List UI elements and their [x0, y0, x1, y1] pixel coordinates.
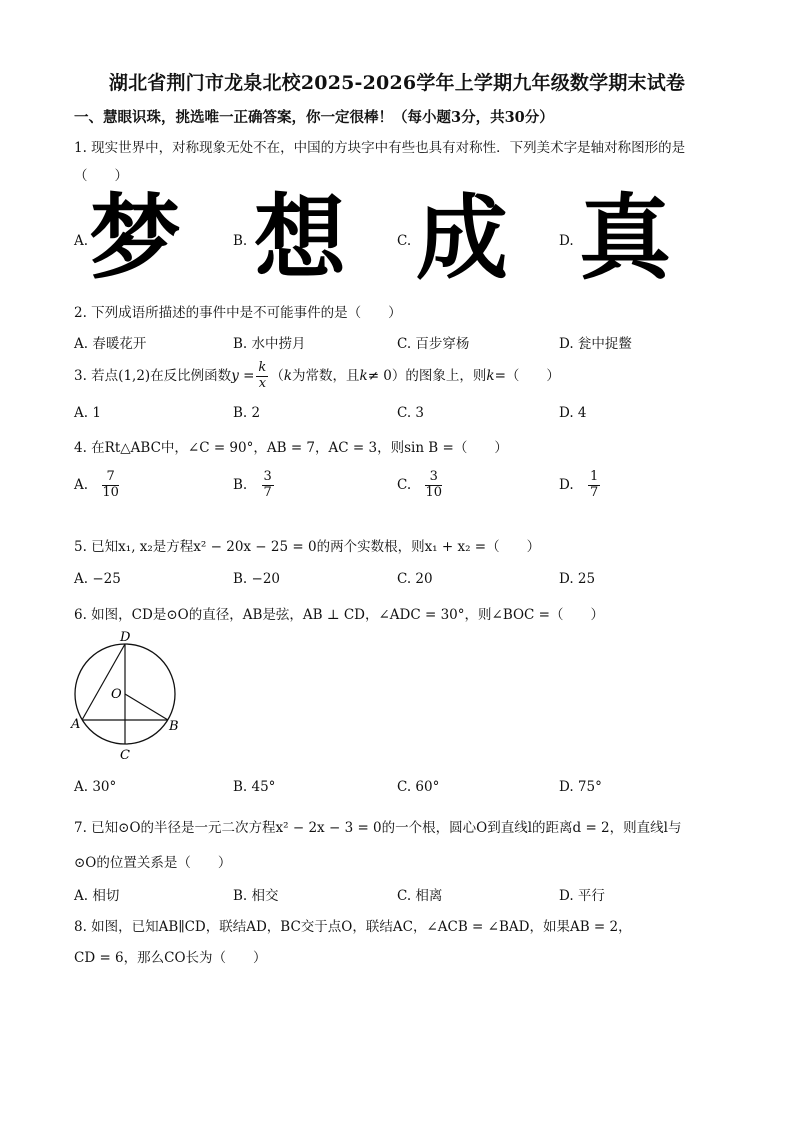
q1-option-b-label: B.: [233, 233, 248, 249]
q5-option-d: D. 25: [559, 571, 596, 587]
q3-stem: [74, 358, 560, 394]
q3-option-b: B. 2: [233, 405, 261, 421]
q8-stem-line2: CD = 6，那么CO长为（ ）: [74, 950, 267, 966]
q4-option-a: [74, 470, 121, 501]
q6-label-o: O: [111, 687, 122, 702]
q3-text-1: 3. 若点: [74, 368, 119, 384]
q6-option-a: A. 30°: [74, 779, 117, 795]
q3-text-3: （: [270, 368, 284, 384]
q4-option-d-num: 1: [589, 469, 599, 484]
q1-option-c-label: C.: [397, 233, 412, 249]
q5-option-c: C. 20: [397, 571, 433, 587]
q3-text-4: 为常数，且: [292, 368, 360, 384]
q3-text-5: ）的图象上，则: [391, 368, 487, 384]
q1-option-a-char: 梦: [89, 185, 182, 292]
q6-stem: 6. 如图，CD是⊙O的直径，AB是弦，AB ⊥ CD，∠ADC = 30°，则∠BOC =（ ）: [74, 607, 604, 623]
q3-k-1: k: [283, 368, 292, 384]
q4-option-b-den: 7: [263, 484, 272, 500]
q3-text-2: 在反比例函数: [150, 368, 232, 384]
q3-func-y: y =: [231, 368, 255, 384]
q6-option-b: B. 45°: [233, 779, 276, 795]
q1-option-b-char: 想: [254, 185, 347, 292]
q4-option-d-den: 7: [589, 484, 599, 500]
q6-label-c: C: [120, 748, 130, 763]
q4-option-a-fraction: [102, 470, 119, 501]
q3-fraction: [256, 361, 268, 392]
q5-stem: 5. 已知x₁, x₂是方程x² − 20x − 25 = 0的两个实数根，则x₁ + x₂ =（ ）: [74, 539, 541, 555]
q6-label-d: D: [120, 630, 131, 645]
q3-option-c: C. 3: [397, 405, 425, 421]
q3-frac-num: k: [258, 360, 267, 376]
q7-option-b: B. 相交: [233, 888, 279, 904]
q7-stem-line1: 7. 已知⊙O的半径是一元二次方程x² − 2x − 3 = 0的一个根，圆心O到直线l的距离d = 2，则直线l与: [74, 820, 682, 836]
q4-option-d-fraction: [588, 470, 600, 501]
q7-stem-line2: ⊙O的位置关系是（ ）: [74, 855, 232, 871]
q6-option-c: C. 60°: [397, 779, 440, 795]
q4-option-a-label: A.: [74, 476, 89, 493]
q4-option-a-den: 10: [102, 484, 119, 500]
q2-option-b: B. 水中捞月: [233, 336, 306, 352]
q3-frac-den: x: [258, 376, 267, 391]
q4-option-c: [397, 470, 444, 501]
q4-option-c-den: 10: [425, 484, 442, 500]
q4-stem: 4. 在Rt△ABC中，∠C = 90°，AB = 7，AC = 3，则sin B =（ ）: [74, 440, 508, 456]
q3-option-a: A. 1: [74, 405, 101, 421]
q4-option-c-fraction: [425, 470, 442, 501]
q4-option-b: [233, 470, 276, 501]
q6-label-a: A: [71, 717, 81, 732]
q6-label-b: B: [169, 719, 179, 734]
q5-option-b: B. −20: [233, 571, 280, 587]
q6-option-d: D. 75°: [559, 779, 602, 795]
q6-line-ob: [125, 694, 168, 720]
q1-option-c-char: 成: [416, 185, 509, 292]
q4-option-b-label: B.: [233, 476, 248, 493]
q3-option-d: D. 4: [559, 405, 587, 421]
q3-neq: ≠ 0: [367, 368, 392, 384]
q7-option-d: D. 平行: [559, 888, 605, 904]
q3-point: (1,2): [118, 368, 151, 384]
q7-option-c: C. 相离: [397, 888, 443, 904]
q1-option-a-label: A.: [74, 233, 89, 249]
q1-stem-paren: （ ）: [74, 168, 128, 184]
q2-stem: 2. 下列成语所描述的事件中是不可能事件的是（ ）: [74, 305, 402, 321]
q4-option-c-label: C.: [397, 476, 412, 493]
q3-k-3: k: [486, 368, 495, 384]
q4-option-b-fraction: [262, 470, 274, 501]
section-heading: 一、慧眼识珠，挑选唯一正确答案，你一定很棒！（每小题3分，共30分）: [74, 109, 554, 126]
q1-option-d-label: D.: [559, 233, 574, 249]
q4-option-d-label: D.: [559, 476, 574, 493]
q2-option-d: D. 瓮中捉鳖: [559, 336, 632, 352]
q1-option-d-char: 真: [579, 185, 672, 292]
q1-stem: 1. 现实世界中，对称现象无处不在，中国的方块字中有些也具有对称性．下列美术字是轴对称图形的是: [74, 140, 686, 156]
q4-option-d: [559, 470, 602, 501]
q5-option-a: A. −25: [74, 571, 121, 587]
q4-option-b-num: 3: [263, 469, 272, 484]
q7-option-a: A. 相切: [74, 888, 120, 904]
q4-option-c-num: 3: [425, 470, 442, 486]
q4-option-a-num: 7: [102, 470, 119, 486]
q3-k-2: k: [359, 368, 368, 384]
q6-line-da: [82, 644, 125, 720]
q3-text-6: =（ ）: [494, 368, 560, 384]
q6-circle-figure: [64, 628, 194, 768]
q8-stem-line1: 8. 如图，已知AB∥CD，联结AD，BC交于点O，联结AC，∠ACB = ∠BAD，如果AB = 2，: [74, 919, 632, 935]
q2-option-a: A. 春暖花开: [74, 336, 147, 352]
page-title: 湖北省荆门市龙泉北校2025-2026学年上学期九年级数学期末试卷: [108, 72, 686, 94]
q2-option-c: C. 百步穿杨: [397, 336, 470, 352]
